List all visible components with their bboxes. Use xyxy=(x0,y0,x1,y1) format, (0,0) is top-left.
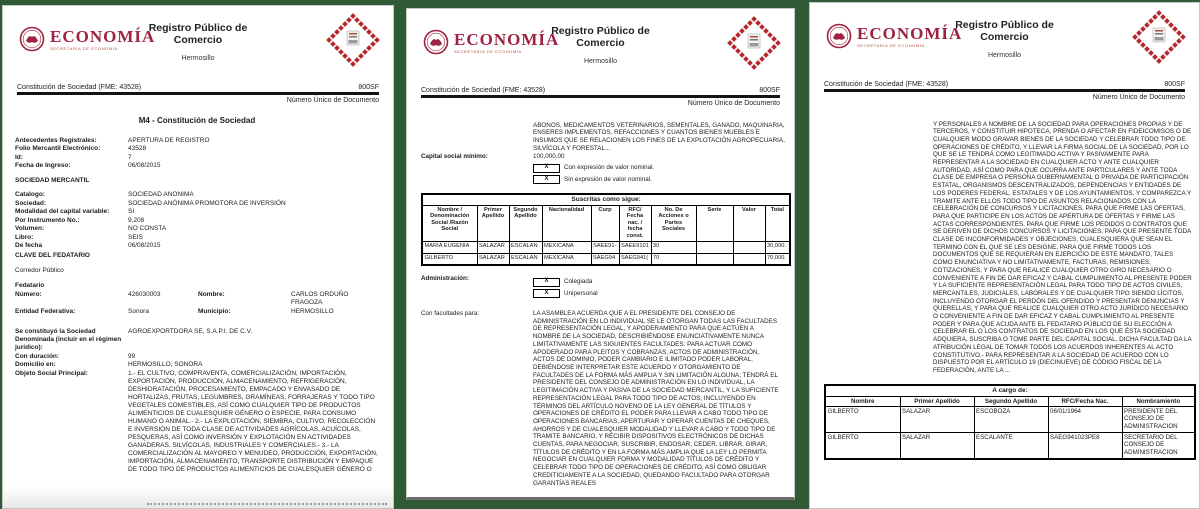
corredor-publico-text: Corredor Público xyxy=(15,267,64,274)
fedatario-heading: Fedatario xyxy=(15,282,45,289)
registry-title: Registro Público de Comercio xyxy=(148,22,248,46)
column-header: Serie xyxy=(696,205,733,241)
section-heading-clave-fedatario: CLAVE DEL FEDATARIO xyxy=(15,252,90,259)
table-header-row xyxy=(422,205,790,241)
column-header: Segundo Apellido xyxy=(509,205,542,241)
logo-subtitle: SECRETARÍA DE ECONOMÍA xyxy=(454,48,522,54)
field-label: Sociedad: xyxy=(15,199,47,207)
field-row xyxy=(15,353,379,361)
field-label: De fecha xyxy=(15,242,43,249)
cell: GILBERTO xyxy=(825,433,900,459)
cell: SECRETARIO DEL CONSEJO DE ADMINISTRACION xyxy=(1122,433,1195,459)
field-value: 43528 xyxy=(128,145,147,152)
cell: 30,000. xyxy=(765,241,790,253)
field-value: SOCIEDAD ANÓNIMA PROMOTORA DE INVERSIÓN xyxy=(128,199,286,207)
objeto-social-text: 1.- EL CULTIVO, COMPRAVENTA, COMERCIALIZACIÓN, IMPORTACIÓN, EXPORTACIÓN, PRODUCCIÓN, ALMACENAMIENTO, REFRIGERACIÓN, DESHIDRATACIÓN, PROCESAMIENTO, EMPACADO Y ENVASADO DE HORTALIZAS, FRUTAS, LEGUMBRES, GRAMÍNEAS, FORRAJERAS Y TODO TIPO VEGETALES COMESTIBLES, ASÍ COMO CUALQUIER TIPO DE PRODUCTOS ALIMENTICIOS DE CUALESQUIER GÉNERO O ESPECIE, PARA CONSUMO HUMANO O ANIMAL.- 2.- LA EXPLOTACIÓN, SIEMBRA, CULTIVO, RECOLECCIÓN E INVERSIÓN DE TODA CLASE DE ACTIVIDADES AGRÍCOLAS, ACUÍCOLAS, PESQUERAS, ASÍ COMO INVERSIÓN Y EXPLOTACIÓN EN ACTIVIDADES GANADERAS, SILVÍCOLAS, INDUSTRIALES Y COMERCIALES.- 3.- LA COMERCIALIZACIÓN AL MAYOREO Y MENUDEO, PRODUCCIÓN, EXPORTACIÓN, IMPORTACIÓN, ALMACENAMIENTO, TRANSPORTE DISTRIBUCIÓN Y EMPAQUE DE TODO TIPO DE PRODUCTOS ALIMENTICIOS DE CUALESQUIER GÉNERO O xyxy=(128,369,378,473)
page-header xyxy=(421,21,780,79)
field-row xyxy=(15,328,379,352)
facultades-continuation: Y PERSONALES A NOMBRE DE LA SOCIEDAD PARA OPERACIONES PROPIAS Y DE TERCEROS, Y CONSTITUIR HIPOTECA, PRENDA O AFECTAR EN FIDEICOMISOS O DE CUALQUIER MODO GRAVAR BIENES DE LA SOCIEDAD Y CELEBRAR TODO TIPO DE OPERACIONES DE CRÉDITO, Y LLEVAR LA FIRMA SOCIAL DE LA SOCIEDAD, POR LO QUE SE LE TENDRÁ COMO LEGITIMADO ACTIVA Y PASIVAMENTE PARA REPRESENTAR A LA SOCIEDAD EN CUALQUIER ACTO Y ANTE CUALQUIER AUTORIDAD, ASÍ COMO PARA QUE OCURRA ANTE PARTICULARES Y ANTE TODA CLASE DE EMPRESA O PERSONA GUBERNAMENTAL O PRIVADA DE PARTICIPACIÓN ESTATAL, ORGANISMOS DESCENTRALIZADOS, DEPENDENCIAS Y ENTIDADES DE LOS PODERES FEDERAL, ESTATALES Y DE LOS AYUNTAMIENTOS, Y COMPAREZCA Y TRAMITE ANTE ELLOS TODO TIPO DE ASUNTOS RELACIONADOS CON LA CELEBRACIÓN DE CONCURSOS Y LICITACIONES, PARA QUE FIRME LAS OFERTAS, PARA QUE PARTICIPE EN LOS ACTOS DE APERTURA DE OFERTAS Y FIRME LAS ACTAS CORRESPONDIENTES, PARA QUE FIRME LOS PEDIDOS O CONTRATOS QUE SE DERIVEN DE DICHOS CONCURSOS Y LICITACIONES, PARA QUE PRESENTE TODA CLASE DE INCONFORMIDADES Y OBJECIONES, CUALESQUIERA QUE SEAN EL TERMINO CON EL QUE SE LES DESIGNE, PARA QUE FIRME TODOS LOS DOCUMENTOS QUE SE REQUIERAN EN EJERCICIO DE ESTE MANDATO, TALES COMO ENUNCIATIVA Y NO LIMITATIVAMENTE, FACTURAS, REMISIONES, COTIZACIONES, Y PARA QUE REALICE CUALQUIER OTRO GIRO NECESARIO O CONVENIENTE A FIN DE DAR EFICAZ Y CABAL CUMPLIMIENTO AL PRESENTE PODER Y LA SUFICIENTE REPRESENTACIÓN LEGAL PARA TODO TIPO DE ACTOS CIVILES, MERCANTILES, JUDICIALES, LABORALES Y DE CUALQUIER TIPO SIENDO LÍCITOS, INCLUYENDO OTORGAR EL PERDÓN DEL OFENDIDO Y PRESENTAR DENUNCIAS Y QUERELLAS; Y PARA QUE REALICE CUALQUIER OTRO ACTO JURÍDICO NECESARIO O CONVENIENTE A FIN DE DAR EFICAZ Y CABAL CUMPLIMIENTO AL PRESENTE PODER Y PARA QUE ACUDA ANTE EL FEDATARIO PÚBLICO DE SU ELECCIÓN A CELEBRAR EL O LOS CONTRATOS DE SOCIEDAD EN LOS QUE ÉSTA SOCIEDAD ADQUIERA, SUSCRIBA O TOME PARTE DEL CAPITAL SOCIAL, DICHA FACULTAD DA LA ATRIBUCIÓN LEGAL DE TOMAR TODOS LOS ACUERDOS INHERENTES AL ACTO CONSTITUTIVO.- PARA REPRESENTAR A LA SOCIEDAD DE ACUERDO CON LO DISPUESTO POR EL ARTÍCULO 19 (DIECINUEVE) DE CÓDIGO FISCAL DE LA FEDERACIÓN, ANTE LA ... xyxy=(933,120,1192,374)
fedatario-row xyxy=(15,291,379,307)
cell: SALAZAR xyxy=(477,253,509,265)
page1-body xyxy=(15,117,379,474)
field-row xyxy=(15,242,379,250)
column-header: Nombre xyxy=(825,396,900,406)
field-value: 06/08/2015 xyxy=(128,162,161,169)
cell: SAEE9101 xyxy=(619,241,651,253)
field-label: Por Instrumento No.: xyxy=(15,216,80,224)
checkbox-label: Unipersonal xyxy=(564,289,598,297)
field-value: 99 xyxy=(128,352,136,360)
field-label: Volumen: xyxy=(15,225,45,232)
cell xyxy=(696,241,733,253)
checkbox-row-valor-nominal-sin xyxy=(533,175,780,184)
field-value: 426030003 xyxy=(128,291,161,298)
document-number-label: Número Único de Documento xyxy=(687,99,780,107)
cell: MARIA EUGENIA xyxy=(422,241,477,253)
header-rule xyxy=(17,92,379,95)
field-label: Antecedentes Registrales: xyxy=(15,136,97,144)
field-label: Nombre: xyxy=(198,291,225,298)
document-page-2 xyxy=(406,8,795,500)
column-header: No. De Acciones o Partes Sociales xyxy=(651,205,696,241)
administracion-row xyxy=(421,275,780,298)
capital-social-row xyxy=(421,153,780,161)
document-page-3 xyxy=(809,2,1200,509)
field-label: Número: xyxy=(15,291,42,298)
field-row xyxy=(15,234,379,242)
cell: GILBERTO xyxy=(422,253,477,265)
column-header: Curp xyxy=(591,205,619,241)
checkbox-label: Con expresión de valor nominal. xyxy=(564,164,655,172)
field-value: APERTURA DE REGISTRO xyxy=(128,136,210,144)
cell: 70 xyxy=(651,253,696,265)
field-value: HERMOSILLO, SONORA xyxy=(128,361,203,368)
field-row xyxy=(15,361,379,369)
logo-wordmark: ECONOMÍA xyxy=(857,23,963,43)
field-label: Modalidad del capital variable: xyxy=(15,208,110,215)
registry-title: Registro Público de Comercio xyxy=(551,25,650,49)
field-value: 100,000.00 xyxy=(533,153,565,161)
field-label: Libro: xyxy=(15,233,34,241)
field-label: Objeto Social Principal: xyxy=(15,369,88,377)
column-header: Primer Apellido xyxy=(477,205,509,241)
column-header: Total xyxy=(765,205,790,241)
column-header: Primer Apellido xyxy=(900,396,974,406)
table-title: A cargo de: xyxy=(825,385,1195,397)
column-header: Nombre / Denominación Social /Razón Social xyxy=(422,205,477,241)
document-code: 800SF xyxy=(759,87,780,94)
suscritas-table xyxy=(421,193,791,266)
field-value: NO CONSTA xyxy=(128,225,167,232)
next-section-dotted-edge xyxy=(147,503,387,505)
document-type-row xyxy=(824,81,1185,88)
registry-stamp-icon xyxy=(1131,9,1187,67)
form-title: M4 - Constitución de Sociedad xyxy=(138,115,256,125)
cell: 30 xyxy=(651,241,696,253)
logo-wordmark: ECONOMÍA xyxy=(454,29,560,49)
cell xyxy=(733,241,765,253)
header-center xyxy=(940,19,1070,59)
field-value: HERMOSILLO xyxy=(291,307,334,315)
economia-eagle-icon xyxy=(19,26,45,52)
field-value: SI xyxy=(128,208,135,215)
registry-stamp-icon xyxy=(726,15,782,73)
checkbox-row-colegiada xyxy=(533,278,598,287)
document-code: 800SF xyxy=(1164,81,1185,88)
field-value: 7 xyxy=(128,153,132,161)
economia-eagle-icon xyxy=(826,23,852,49)
objeto-social-continuation: ABONOS, MEDICAMENTOS VETERINARIOS, SEMENTALES, GANADO, MAQUINARIA, ENSERES IMPLEMENTOS, REFACCIONES Y CUANTOS BIENES MUEBLES E INSUMOS QUE SE RELACIONEN LOS FINES DE LA EXPLOTACIÓN AGROPECUARIA, SILVÍCOLA Y FORESTAL... xyxy=(533,121,785,152)
field-row xyxy=(15,208,379,216)
field-value: SOCIEDAD ANONIMA xyxy=(128,191,194,198)
table-row xyxy=(825,407,1195,433)
cell: ESCALANTE xyxy=(974,433,1048,459)
field-row xyxy=(15,154,379,162)
administracion-options xyxy=(533,275,598,298)
page-header xyxy=(824,15,1185,73)
cell: SALAZAR xyxy=(477,241,509,253)
document-number-label: Número Único de Documento xyxy=(1092,93,1185,101)
field-label: Entidad Federativa: xyxy=(15,307,76,315)
cell: ESCALAN xyxy=(509,253,542,265)
header-rule xyxy=(824,89,1185,92)
header-center xyxy=(536,25,666,65)
document-type-row xyxy=(421,87,780,94)
document-type: Constitución de Sociedad (FME: 43528) xyxy=(824,81,949,88)
cell xyxy=(696,253,733,265)
registry-office: Hermosillo xyxy=(181,55,215,62)
column-header: RFC/Fecha Nac. xyxy=(1048,396,1122,406)
checkbox-colegiada: X xyxy=(533,278,560,287)
registry-office: Hermosillo xyxy=(987,52,1022,59)
cell: MEXICANA xyxy=(542,253,591,265)
document-code: 800SF xyxy=(358,84,379,91)
field-label: Id: xyxy=(15,153,23,161)
cell: SALAZAR xyxy=(900,433,974,459)
field-label: Con duración: xyxy=(15,352,60,360)
cell: 70,000. xyxy=(765,253,790,265)
cell: GILBERTO xyxy=(825,407,900,433)
field-label: Folio Mercantil Electrónico: xyxy=(15,145,101,152)
registry-office: Hermosillo xyxy=(583,58,618,65)
field-label: Capital social mínimo: xyxy=(421,153,488,161)
field-label: Se constituyó la Sociedad Denominada (incluir en el régimen jurídico): xyxy=(15,328,122,351)
field-label: Domicilio en: xyxy=(15,361,56,368)
cell: ESCOBOZA xyxy=(974,407,1048,433)
a-cargo-de-table xyxy=(824,384,1196,460)
header-center xyxy=(133,22,263,62)
cell xyxy=(733,253,765,265)
field-value: SEIS xyxy=(128,233,143,241)
field-label: Catalogo: xyxy=(15,191,45,198)
page1-bottom-fade xyxy=(3,486,393,508)
checkbox-label: Colegiada xyxy=(564,278,593,286)
checkbox-con-valor-nominal: X xyxy=(533,164,560,173)
column-header: Segundo Apellido xyxy=(974,396,1048,406)
document-page-1 xyxy=(2,5,394,509)
cell: SAEG941( xyxy=(619,253,651,265)
field-row xyxy=(15,200,379,208)
table-row xyxy=(825,433,1195,459)
field-row xyxy=(15,137,379,145)
field-label: Administración: xyxy=(421,275,469,283)
cell: SAEG941023PE8 xyxy=(1048,433,1122,459)
field-row xyxy=(15,225,379,233)
cell: SAEG94 xyxy=(591,253,619,265)
logo-subtitle: SECRETARÍA DE ECONOMÍA xyxy=(50,45,118,51)
field-label: Municipio: xyxy=(198,307,231,315)
field-value: 9,208 xyxy=(128,216,145,224)
field-value: Sonora xyxy=(128,307,149,315)
checkbox-row-valor-nominal-con xyxy=(533,164,780,173)
facultades-row xyxy=(421,310,780,487)
field-value: CARLOS ORDUÑO FRAGOZA xyxy=(291,291,349,306)
table-header-row xyxy=(825,396,1195,406)
field-value: AGROEXPORTDORA SE, S.A.P.I. DE C.V. xyxy=(128,328,253,335)
logo-wordmark: ECONOMÍA xyxy=(50,26,156,46)
document-type-row xyxy=(17,84,379,91)
page3-body xyxy=(824,120,1192,460)
cell: PRESIDENTE DEL CONSEJO DE ADMINISTRACION xyxy=(1122,407,1195,433)
checkbox-label: Sin expresión de valor nominal. xyxy=(564,175,652,183)
fedatario-row xyxy=(15,308,379,316)
header-rule xyxy=(421,95,780,98)
table-row xyxy=(422,241,790,253)
document-number-label: Número Único de Documento xyxy=(286,96,379,104)
cell: SAEE91- xyxy=(591,241,619,253)
facultades-text: LA ASAMBLEA ACUERDA QUE A EL PRESIDENTE DEL CONSEJO DE ADMINISTRACIÓN EN LO INDIVIDUAL SE LE OTORGAN TODAS LAS FACULTADES DE REPRESENTACIÓN LEGAL, Y APODERAMIENTO PARA QUE ACTÚEN A NOMBRE DE LA SOCIEDAD, DESCRIBIÉNDOSE ENUNCIATIVAMENTE NUNCA LIMITATIVAMENTE LAS SIGUIENTES FACULTADES: PARA ACTUAR COMO APODERADO PARA PLEITOS Y COBRANZAS, ACTOS DE ADMINISTRACIÓN, ACTOS DE DOMINIO, PODER CAMBIARIO E ILIMITADO PODER LABORAL, DEBIÉNDOSE INTERPRETAR ESTE ACUERDO Y OTORGAMIENTO DE FACULTADES DE LA FORMA MÁS AMPLIA Y SIN LIMITACIÓN ALGUNA; TENDRÁ EL PRESIDENTE DEL CONSEJO DE ADMINISTRACIÓN EN LO INDIVIDUAL, LA LEGITIMACIÓN ACTIVA Y PASIVA DE LA SOCIEDAD MERCANTIL, Y LA SUFICIENTE REPRESENTACIÓN LEGAL PARA TODO TIPO DE ACTOS, INCLUYENDO EN TÉRMINOS DEL ARTÍCULO NOVENO DE LA LEY GENERAL DE TÍTULOS Y OPERACIONES DE CRÉDITO EL PODER PARA LLEVAR A CABO TODO TIPO DE OPERACIONES BANCARIAS, APERTURAR Y OPERAR CUENTAS DE CHEQUES, AHORROS Y DE CUALESQUIER MODALIDAD Y LLEVAR A CABO Y TODO TIPO DE TRAMITE BANCARIO, Y RECIBIR DISPOSITIVOS ELECTRÓNICOS DE DICHAS CUENTAS, PARA NEGOCIAR, SUSCRIBIR, ENDOSAR, CEDER, LIBRAR, GIRAR, TÍTULOS DE CRÉDITO Y EN LA FORMA MÁS AMPLIA QUE LA LEY LO PERMITA NEGOCIAR EN CUALQUIER FORMA Y MODALIDAD TÍTULOS DE CRÉDITO Y CELEBRAR TODO TIPO DE OPERACIONES DE CRÉDITO, ASÍ COMO OBLIGAR CREDITICIAMENTE A LA SOCIEDAD, QUEDANDO FACULTADO PARA OTORGAR GARANTÍAS REALES xyxy=(533,310,779,487)
page-header xyxy=(17,18,379,76)
column-header: Nacionalidad xyxy=(542,205,591,241)
cell: MEXICANA xyxy=(542,241,591,253)
checkbox-unipersonal: X xyxy=(533,289,560,298)
field-label: Fecha de Ingreso: xyxy=(15,162,71,169)
section-heading-sociedad-mercantil: SOCIEDAD MERCANTIL xyxy=(15,177,90,184)
column-header: Nombramiento xyxy=(1122,396,1195,406)
field-row xyxy=(15,145,379,153)
cell: SALAZAR xyxy=(900,407,974,433)
field-row-objeto-social xyxy=(15,370,379,474)
table-title: Suscritas como sigue: xyxy=(422,194,790,205)
page2-body xyxy=(421,121,786,488)
field-row xyxy=(15,191,379,199)
document-type: Constitución de Sociedad (FME: 43528) xyxy=(421,87,546,94)
economia-eagle-icon xyxy=(423,29,449,55)
checkbox-sin-valor-nominal: X xyxy=(533,175,560,184)
cell: 06/01/1964 xyxy=(1048,407,1122,433)
field-row xyxy=(15,217,379,225)
document-type: Constitución de Sociedad (FME: 43528) xyxy=(17,84,142,91)
column-header: Valor xyxy=(733,205,765,241)
registry-stamp-icon xyxy=(325,12,381,70)
logo-subtitle: SECRETARÍA DE ECONOMÍA xyxy=(857,42,925,48)
checkbox-row-unipersonal xyxy=(533,289,598,298)
field-value: 06/08/2015 xyxy=(128,242,161,249)
registry-title: Registro Público de Comercio xyxy=(955,19,1054,43)
column-header: RFC/ Fecha nac. / fecha const. xyxy=(619,205,651,241)
field-row xyxy=(15,162,379,170)
field-label: Con facultades para: xyxy=(421,310,480,318)
table-row xyxy=(422,253,790,265)
cell: ESCALAN xyxy=(509,241,542,253)
